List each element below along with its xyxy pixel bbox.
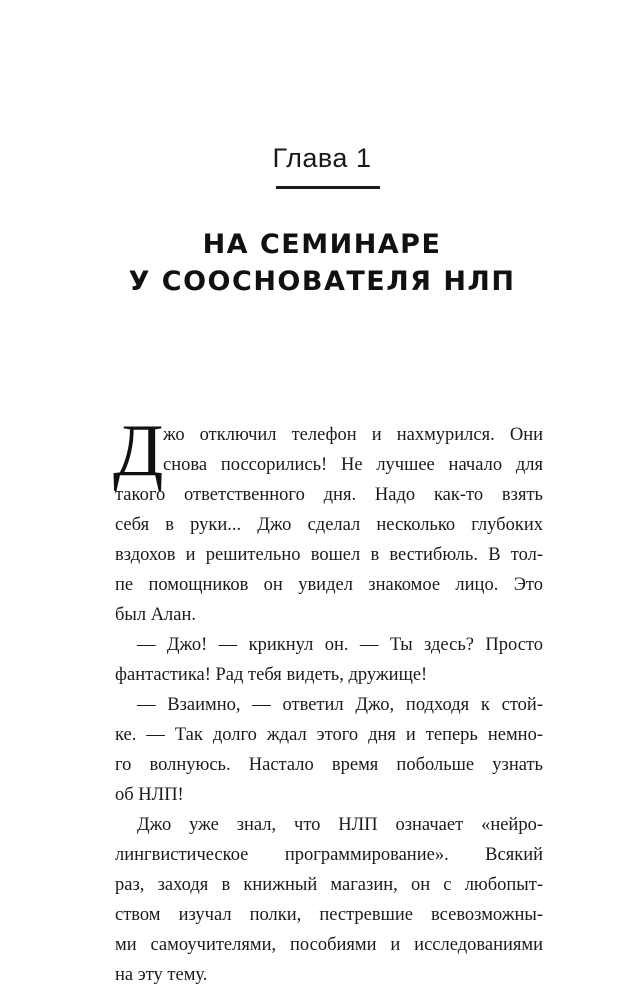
text-line: такого ответственного дня. Надо как-то взять xyxy=(115,485,543,505)
text-line: себя в руки... Джо сделал несколько глубоких xyxy=(115,515,543,535)
text-line: об НЛП! xyxy=(115,785,184,805)
text-line: го волнуюсь. Настало время побольше узнать xyxy=(115,755,543,775)
text-line: был Алан. xyxy=(115,605,197,625)
text-line: лингвистическое программирование». Всякий xyxy=(115,845,543,865)
text-line: ке. — Так долго ждал этого дня и теперь немно- xyxy=(115,725,543,745)
chapter-rule xyxy=(276,186,380,189)
drop-cap: Д xyxy=(113,410,164,492)
text-line: Джо уже знал, что НЛП означает «нейро- xyxy=(137,815,543,835)
text-line: ми самоучителями, пособиями и исследованиями xyxy=(115,935,543,955)
text-line: ством изучал полки, пестревшие всевозможны- xyxy=(115,905,543,925)
chapter-label: Глава 1 xyxy=(272,143,372,173)
text-line: снова поссорились! Не лучшее начало для xyxy=(163,455,543,475)
text-line: раз, заходя в книжный магазин, он с любопыт- xyxy=(115,875,543,895)
text-line: вздохов и решительно вошел в вестибюль. В тол- xyxy=(115,545,543,565)
chapter-title-line-1: НА СЕМИНАРЕ xyxy=(202,229,442,260)
text-line: пе помощников он увидел знакомое лицо. Это xyxy=(115,575,543,595)
text-line: жо отключил телефон и нахмурился. Они xyxy=(163,425,543,445)
text-line: — Джо! — крикнул он. — Ты здесь? Просто xyxy=(137,635,543,655)
text-line: на эту тему. xyxy=(115,965,208,985)
chapter-title-line-2: У СООСНОВАТЕЛЯ НЛП xyxy=(128,266,516,297)
text-line: фантастика! Рад тебя видеть, дружище! xyxy=(115,665,428,685)
text-line: — Взаимно, — ответил Джо, подходя к стой- xyxy=(137,695,543,715)
